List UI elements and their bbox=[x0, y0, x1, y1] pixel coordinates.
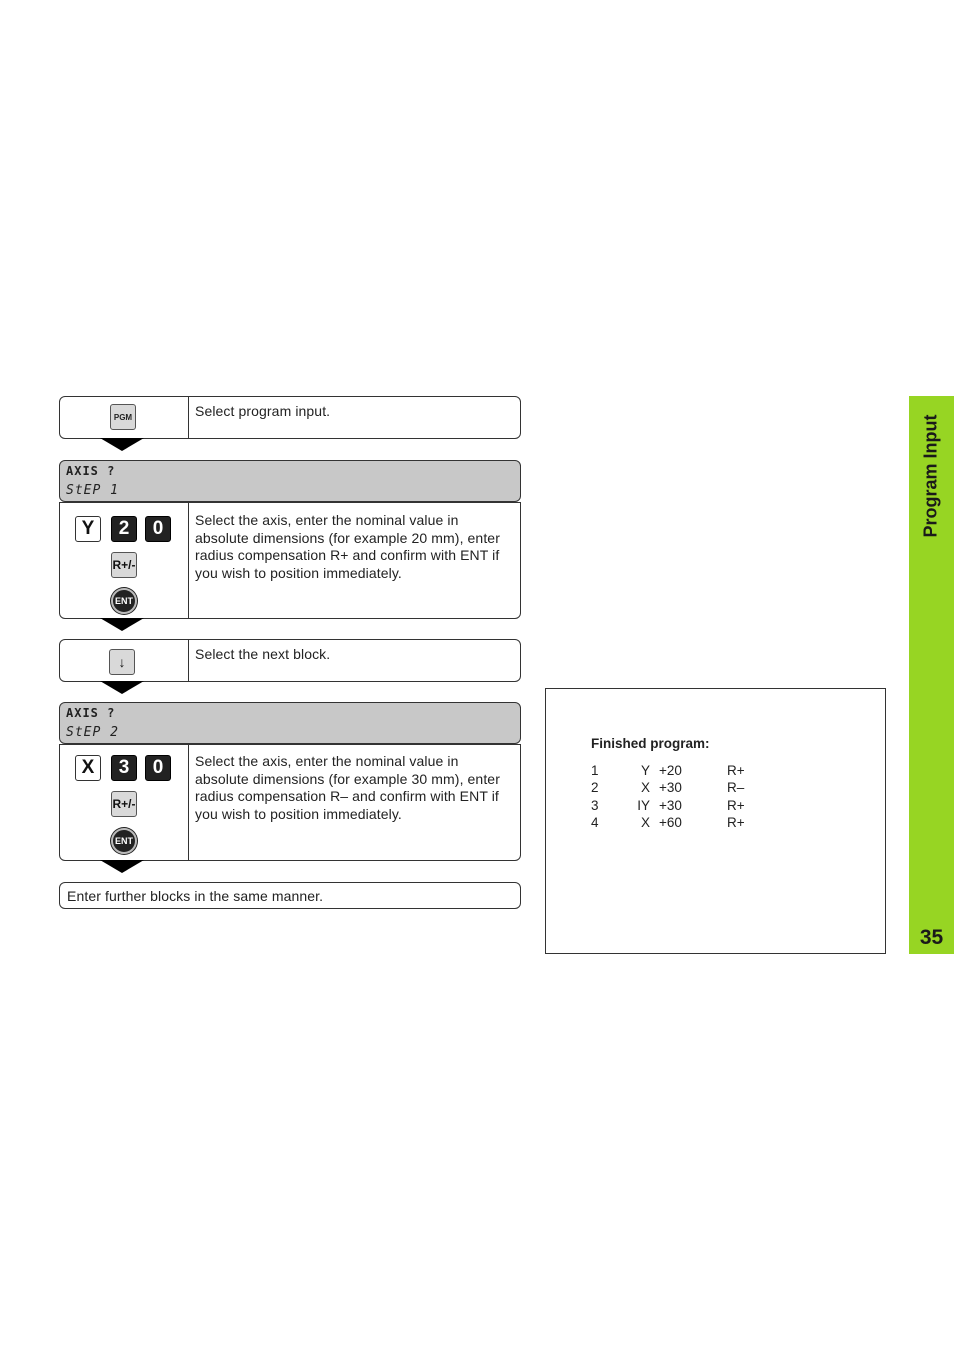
flow-arrow-4 bbox=[100, 860, 144, 873]
step-5-text: Enter further blocks in the same manner. bbox=[67, 888, 324, 904]
program-row-value: +20 bbox=[659, 763, 682, 778]
display-2 bbox=[59, 702, 521, 744]
finished-program-title: Finished program: bbox=[591, 736, 710, 751]
program-row-number: 3 bbox=[591, 798, 599, 813]
step-4-text: Select the axis, enter the nominal value in absolute dimensions (for example 30 mm), enter radius compensation R– and confirm with ENT if you wish to position immediately. bbox=[195, 753, 500, 822]
radius-comp-key[interactable]: R+/- bbox=[111, 552, 137, 578]
display-2-prompt: AXIS ? bbox=[66, 706, 116, 720]
flow-arrow-1 bbox=[100, 438, 144, 451]
program-row-number: 4 bbox=[591, 815, 599, 830]
digit-0-key[interactable]: 0 bbox=[145, 755, 171, 781]
program-row-comp: R+ bbox=[727, 763, 745, 778]
step-3-text: Select the next block. bbox=[195, 646, 331, 662]
program-row-axis: X bbox=[640, 815, 650, 830]
digit-0-key[interactable]: 0 bbox=[145, 516, 171, 542]
step-1-keys bbox=[60, 397, 189, 438]
program-row bbox=[591, 780, 791, 797]
step-5-box bbox=[59, 882, 521, 909]
pgm-key[interactable]: PGM bbox=[110, 404, 136, 430]
program-row-comp: R+ bbox=[727, 815, 745, 830]
program-row-comp: R+ bbox=[727, 798, 745, 813]
display-2-step: StEP 2 bbox=[66, 725, 119, 740]
step-4-keys bbox=[60, 745, 189, 860]
flow-arrow-3 bbox=[100, 681, 144, 694]
program-row-value: +30 bbox=[659, 798, 682, 813]
page-number: 35 bbox=[919, 926, 944, 949]
flow-arrow-2 bbox=[100, 618, 144, 631]
arrow-down-key[interactable]: ↓ bbox=[109, 649, 135, 675]
program-row-value: +60 bbox=[659, 815, 682, 830]
digit-2-key[interactable]: 2 bbox=[111, 516, 137, 542]
display-1-step: StEP 1 bbox=[66, 483, 119, 498]
step-1-box bbox=[59, 396, 521, 439]
program-row-value: +30 bbox=[659, 780, 682, 795]
program-row bbox=[591, 763, 791, 780]
display-1 bbox=[59, 460, 521, 502]
program-row-axis: IY bbox=[637, 798, 650, 813]
step-2-text: Select the axis, enter the nominal value in absolute dimensions (for example 20 mm), enter radius compensation R+ and confirm with ENT if you wish to position immediately. bbox=[195, 512, 500, 581]
step-3-keys bbox=[60, 640, 189, 681]
finished-program-panel bbox=[545, 688, 886, 954]
step-2-keys bbox=[60, 503, 189, 618]
display-1-prompt: AXIS ? bbox=[66, 464, 116, 478]
step-4-box bbox=[59, 744, 521, 861]
section-title: Program Input bbox=[920, 414, 941, 538]
radius-comp-key[interactable]: R+/- bbox=[111, 791, 137, 817]
program-row bbox=[591, 798, 791, 815]
step-1-text: Select program input. bbox=[195, 403, 331, 419]
step-2-box bbox=[59, 502, 521, 619]
program-row-comp: R– bbox=[727, 780, 745, 795]
step-3-box bbox=[59, 639, 521, 682]
ent-key[interactable]: ENT bbox=[111, 588, 137, 614]
digit-3-key[interactable]: 3 bbox=[111, 755, 137, 781]
x-axis-key[interactable]: X bbox=[75, 755, 101, 781]
program-row-number: 1 bbox=[591, 763, 599, 778]
program-row-axis: Y bbox=[640, 763, 650, 778]
y-axis-key[interactable]: Y bbox=[75, 516, 101, 542]
ent-key[interactable]: ENT bbox=[111, 828, 137, 854]
section-tab bbox=[909, 396, 954, 954]
program-row-number: 2 bbox=[591, 780, 599, 795]
program-row bbox=[591, 815, 791, 832]
program-row-axis: X bbox=[640, 780, 650, 795]
